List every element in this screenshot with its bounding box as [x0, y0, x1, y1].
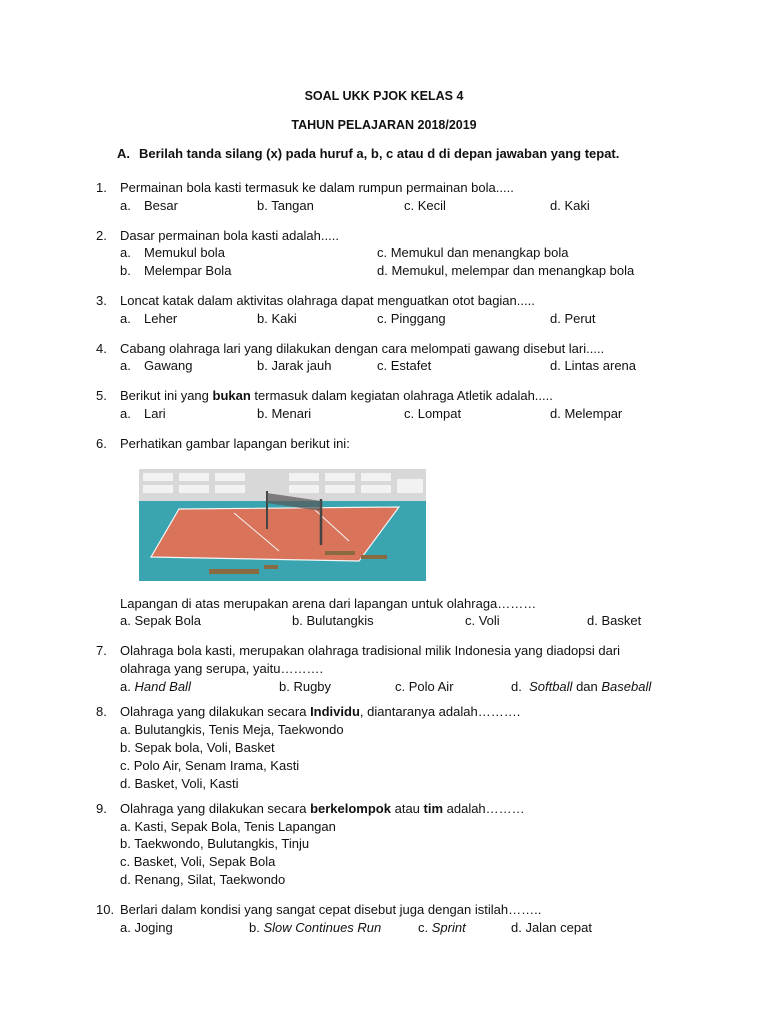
option-text: dan — [572, 679, 602, 694]
option-b: b. Menari — [257, 406, 312, 421]
option-c: c. Polo Air, Senam Irama, Kasti — [120, 758, 300, 773]
option-text: Softball — [529, 679, 573, 694]
question-text: Perhatikan gambar lapangan berikut ini: — [120, 436, 350, 451]
question-text — [120, 801, 525, 816]
question-text — [120, 704, 520, 719]
option-text: Baseball — [601, 679, 652, 694]
option-b: b. Jarak jauh — [257, 358, 332, 373]
option-b: b. Tangan — [257, 198, 314, 213]
option-c: c. Estafet — [377, 358, 432, 373]
text-part: , diantaranya adalah………. — [359, 704, 521, 719]
option-text: Sprint — [431, 920, 466, 935]
text-bold: berkelompok — [310, 801, 391, 816]
question-number: 3. — [96, 293, 107, 308]
option-d: d. Renang, Silat, Taekwondo — [120, 872, 286, 887]
option-a: Memukul bola — [144, 245, 225, 260]
option-c: c. Pinggang — [377, 311, 446, 326]
option-a: Gawang — [144, 358, 193, 373]
option-c: c. Polo Air — [395, 679, 454, 694]
option-a: Lari — [144, 406, 166, 421]
option-a-letter: a. — [120, 311, 131, 326]
question-text: Permainan bola kasti termasuk ke dalam rumpun permainan bola..... — [120, 180, 514, 195]
text-bold: tim — [423, 801, 444, 816]
text-bold: Individu — [310, 704, 360, 719]
question-number: 10. — [96, 902, 115, 917]
option-text: Hand Ball — [134, 679, 191, 694]
question-prompt: Lapangan di atas merupakan arena dari lapangan untuk olahraga……… — [120, 596, 537, 611]
text-bold: bukan — [212, 388, 251, 403]
option-c: c. Voli — [465, 613, 500, 628]
option-a: a. Joging — [120, 920, 173, 935]
question-text: Loncat katak dalam aktivitas olahraga dapat menguatkan otot bagian..... — [120, 293, 535, 308]
option-c: c. Basket, Voli, Sepak Bola — [120, 854, 276, 869]
question-number: 7. — [96, 643, 107, 658]
option-a — [120, 679, 191, 694]
text-part: Berikut ini yang — [120, 388, 213, 403]
text-part: Olahraga yang dilakukan secara — [120, 704, 311, 719]
option-d: d. Memukul, melempar dan menangkap bola — [377, 263, 635, 278]
option-c: c. Kecil — [404, 198, 446, 213]
option-b: b. Kaki — [257, 311, 297, 326]
option-b: b. Taekwondo, Bulutangkis, Tinju — [120, 836, 310, 851]
option-letter: b. — [249, 920, 264, 935]
section-letter: A. — [117, 146, 130, 161]
volleyball-court-image — [139, 469, 426, 581]
text-part: adalah……… — [443, 801, 525, 816]
option-b — [249, 920, 381, 935]
instruction-text: Berilah tanda silang (x) pada huruf a, b, c atau d di depan jawaban yang tepat. — [139, 146, 620, 161]
option-b: b. Rugby — [279, 679, 332, 694]
text-part: Olahraga yang dilakukan secara — [120, 801, 311, 816]
option-c: c. Memukul dan menangkap bola — [377, 245, 569, 260]
option-b: Melempar Bola — [144, 263, 232, 278]
exam-title: SOAL UKK PJOK KELAS 4 — [304, 89, 464, 103]
option-d: d. Perut — [550, 311, 596, 326]
option-text: Slow Continues Run — [263, 920, 382, 935]
question-number: 1. — [96, 180, 107, 195]
option-b-letter: b. — [120, 263, 131, 278]
text-part: termasuk dalam kegiatan olahraga Atletik adalah..... — [250, 388, 553, 403]
option-d: d. Basket, Voli, Kasti — [120, 776, 239, 791]
option-a-letter: a. — [120, 198, 131, 213]
option-d: d. Lintas arena — [550, 358, 637, 373]
exam-year: TAHUN PELAJARAN 2018/2019 — [291, 118, 477, 132]
text-part: atau — [390, 801, 424, 816]
question-number: 8. — [96, 704, 107, 719]
option-c: c. Lompat — [404, 406, 462, 421]
option-b: b. Sepak bola, Voli, Basket — [120, 740, 275, 755]
option-d — [511, 679, 651, 694]
question-number: 6. — [96, 436, 107, 451]
option-letter: d. — [511, 679, 522, 694]
option-d: d. Melempar — [550, 406, 623, 421]
option-b: b. Bulutangkis — [292, 613, 374, 628]
option-a: a. Sepak Bola — [120, 613, 201, 628]
option-d: d. Jalan cepat — [511, 920, 592, 935]
section-instruction — [117, 146, 619, 161]
question-text — [120, 388, 553, 403]
option-a-letter: a. — [120, 245, 131, 260]
question-text: Cabang olahraga lari yang dilakukan dengan cara melompati gawang disebut lari..... — [120, 341, 605, 356]
option-letter: c. — [418, 920, 432, 935]
option-a: a. Kasti, Sepak Bola, Tenis Lapangan — [120, 819, 336, 834]
question-number: 2. — [96, 228, 107, 243]
question-number: 4. — [96, 341, 107, 356]
question-text: Berlari dalam kondisi yang sangat cepat disebut juga dengan istilah…….. — [120, 902, 542, 917]
option-a: a. Bulutangkis, Tenis Meja, Taekwondo — [120, 722, 344, 737]
option-letter: a. — [120, 679, 135, 694]
option-a: Besar — [144, 198, 178, 213]
option-d: d. Basket — [587, 613, 642, 628]
option-a-letter: a. — [120, 358, 131, 373]
question-number: 5. — [96, 388, 107, 403]
question-text: Olahraga bola kasti, merupakan olahraga tradisional milik Indonesia yang diadopsi dari — [120, 643, 621, 658]
option-c — [418, 920, 466, 935]
option-a-letter: a. — [120, 406, 131, 421]
option-d: d. Kaki — [550, 198, 590, 213]
option-a: Leher — [144, 311, 178, 326]
question-text-line-2: olahraga yang serupa, yaitu………. — [120, 661, 324, 676]
question-number: 9. — [96, 801, 107, 816]
question-text: Dasar permainan bola kasti adalah..... — [120, 228, 339, 243]
